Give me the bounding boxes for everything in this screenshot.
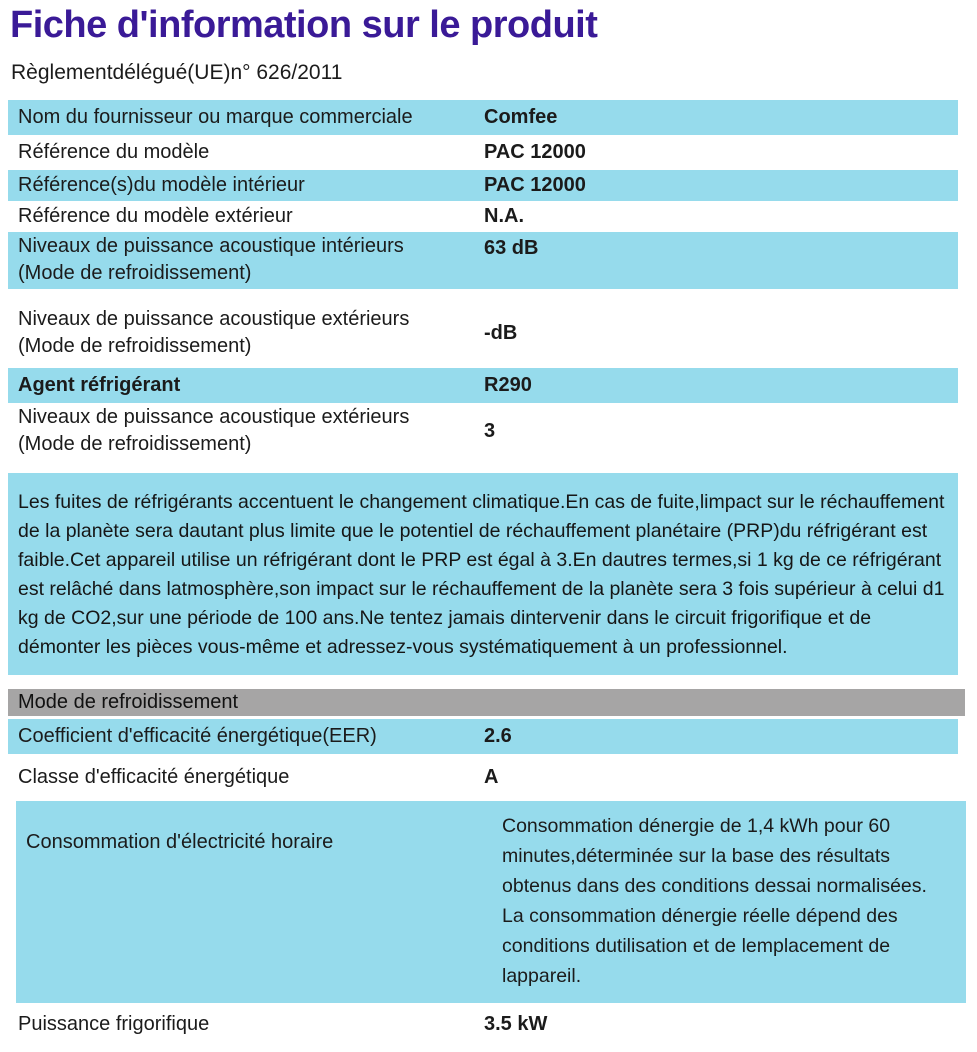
row-value: 3 <box>484 420 496 443</box>
row-value: A <box>484 766 499 789</box>
row-value: 63 dB <box>484 236 539 259</box>
row-label-line1: Niveaux de puissance acoustique intérieurs <box>18 235 404 258</box>
regulation-subtitle: Règlementdélégué(UE)n° 626/2011 <box>11 60 343 84</box>
table-row-model-reference <box>8 135 958 170</box>
table-row-energy-class <box>8 762 958 793</box>
product-info-table <box>8 100 958 460</box>
row-label: Référence du modèle extérieur <box>18 204 293 227</box>
row-label <box>8 306 484 360</box>
table-row-supplier <box>8 100 958 135</box>
row-value: PAC 12000 <box>484 141 586 164</box>
row-value: Comfee <box>484 106 558 129</box>
row-label: Classe d'efficacité énergétique <box>18 765 290 788</box>
cooling-mode-section-header <box>8 689 965 716</box>
row-label: Consommation d'électricité horaire <box>26 830 334 853</box>
row-label: Coefficient d'efficacité énergétique(EER) <box>18 724 377 747</box>
row-value: PAC 12000 <box>484 174 586 197</box>
table-row-hourly-consumption <box>16 801 966 1003</box>
row-label-line2: (Mode de refroidissement) <box>18 433 252 456</box>
table-row-outdoor-sound-power <box>8 305 958 362</box>
row-label: Référence(s)du modèle intérieur <box>18 173 305 196</box>
row-spacer <box>8 289 958 305</box>
row-label <box>8 404 484 458</box>
row-value: 3.5 kW <box>484 1013 548 1036</box>
row-label <box>8 233 484 287</box>
row-value: Consommation dénergie de 1,4 kWh pour 60 minutes,déterminée sur la base des résultats obtenus dans des conditions dessai normalisées. La consommation dénergie réelle dépend des conditions dutilisation et de lemplacement de lappareil. <box>502 814 927 987</box>
table-row-gwp <box>8 403 958 460</box>
refrigerant-leak-note: Les fuites de réfrigérants accentuent le changement climatique.En cas de fuite,limpact sur le réchauffement de la planète sera dautant plus limite que le potentiel de réchauffement planétaire (PRP)du réfrigérant est faible.Cet appareil utilise un réfrigérant dont le PRP est égal à 3.En dautres termes,si 1 kg de ce réfrigérant est relâché dans latmosphère,son impact sur le réchauffement de la planète sera 3 fois supérieur à celui d1 kg de CO2,sur une période de 100 ans.Ne tentez jamais dintervenir dans le circuit frigorifique et de démonter les pièces vous-même et adressez-vous systématiquement à un professionnel. <box>8 473 958 675</box>
row-label-line1: Niveaux de puissance acoustique extérieurs <box>18 406 410 429</box>
page-title: Fiche d'information sur le produit <box>10 4 598 46</box>
row-label-line2: (Mode de refroidissement) <box>18 335 252 358</box>
table-row-cooling-power <box>8 1009 958 1040</box>
section-header-label: Mode de refroidissement <box>18 690 239 713</box>
row-value: -dB <box>484 322 518 345</box>
row-label-line2: (Mode de refroidissement) <box>18 262 252 285</box>
row-label: Agent réfrigérant <box>18 373 181 396</box>
row-value: R290 <box>484 374 532 397</box>
table-row-eer <box>8 719 958 754</box>
row-spacer <box>8 793 958 801</box>
table-row-refrigerant <box>8 368 958 403</box>
table-row-outdoor-model <box>8 201 958 232</box>
row-value: N.A. <box>484 205 524 228</box>
row-spacer <box>8 754 958 762</box>
row-label: Puissance frigorifique <box>18 1012 210 1035</box>
table-row-indoor-sound-power <box>8 232 958 289</box>
cooling-mode-table <box>8 719 958 1040</box>
row-value: 2.6 <box>484 725 512 748</box>
row-label: Nom du fournisseur ou marque commerciale <box>18 105 413 128</box>
row-label-line1: Niveaux de puissance acoustique extérieurs <box>18 308 410 331</box>
row-label: Référence du modèle <box>18 140 210 163</box>
table-row-indoor-model <box>8 170 958 201</box>
